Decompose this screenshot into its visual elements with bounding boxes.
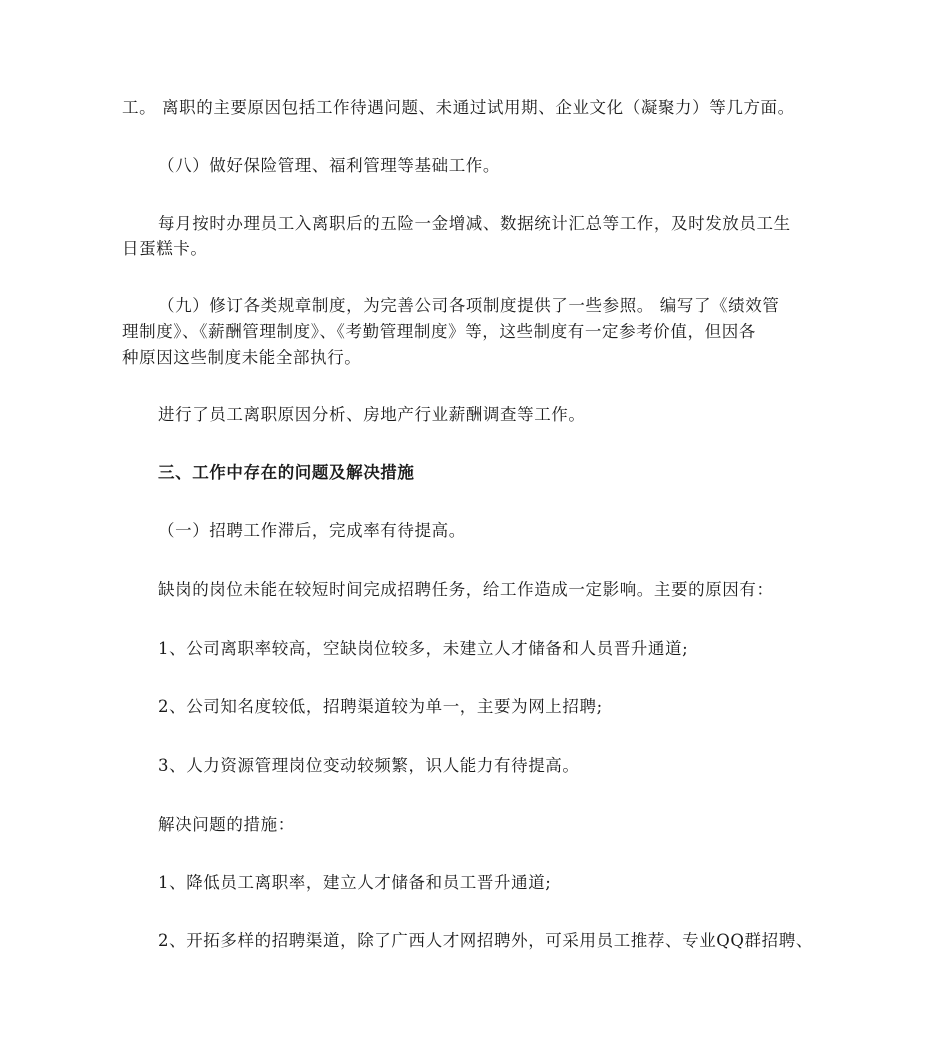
subsection-heading: （一）招聘工作滞后，完成率有待提高。 <box>158 521 466 540</box>
list-item: 1、公司离职率较高，空缺岗位较多，未建立人才储备和人员晋升通道; <box>158 639 689 658</box>
chapter-heading: 三、工作中存在的问题及解决措施 <box>158 463 415 482</box>
section-heading-9: （九）修订各类规章制度，为完善公司各项制度提供了一些参照。 编写了《绩效管 <box>158 296 780 315</box>
section-heading-8: （八）做好保险管理、福利管理等基础工作。 <box>158 156 500 175</box>
paragraph-line: 种原因这些制度未能全部执行。 <box>122 348 362 367</box>
list-item: 2、开拓多样的招聘渠道，除了广西人才网招聘外，可采用员工推荐、专业QQ群招聘、 <box>158 931 813 950</box>
paragraph-line: 缺岗的岗位未能在较短时间完成招聘任务，给工作造成一定影响。主要的原因有： <box>158 580 774 599</box>
list-item: 3、人力资源管理岗位变动较频繁，识人能力有待提高。 <box>158 756 580 775</box>
list-item: 2、公司知名度较低，招聘渠道较为单一，主要为网上招聘; <box>158 697 603 716</box>
list-item: 1、降低员工离职率，建立人才储备和员工晋升通道; <box>158 873 552 892</box>
paragraph-line: 进行了员工离职原因分析、房地产行业薪酬调查等工作。 <box>158 405 586 424</box>
paragraph-line: 工。 离职的主要原因包括工作待遇问题、未通过试用期、企业文化（凝聚力）等几方面。 <box>122 98 795 117</box>
paragraph-line: 理制度》、《薪酬管理制度》、《考勤管理制度》等，这些制度有一定参考价值，但因各 <box>122 322 756 341</box>
paragraph-line: 日蛋糕卡。 <box>122 239 208 258</box>
paragraph-line: 每月按时办理员工入离职后的五险一金增减、数据统计汇总等工作，及时发放员工生 <box>158 214 791 233</box>
paragraph-line: 解决问题的措施： <box>158 815 295 834</box>
